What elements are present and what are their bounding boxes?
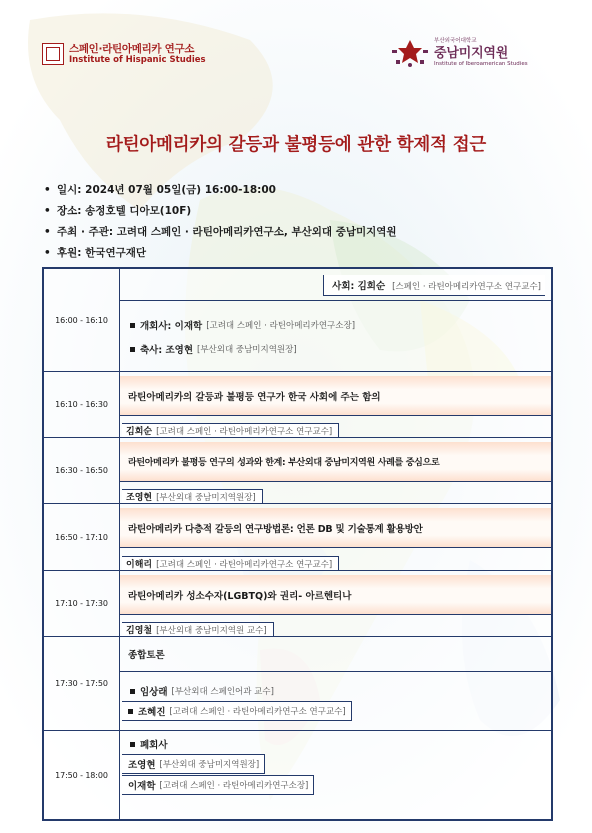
program-row-talk-1 <box>44 372 551 438</box>
program-row-talk-2 <box>44 438 551 504</box>
congratulatory-remarks: 축사: 조영현 [부산외대 중남미지역원장] <box>130 342 297 356</box>
bullet-square-icon <box>130 742 135 747</box>
presenter: 이해리 [고려대 스페인 · 라틴아메리카연구소 연구교수] <box>122 556 339 570</box>
talk-topic: 라틴아메리카 불평등 연구의 성과와 한계: 부산외대 중남미지역원 사례를 중심으로 <box>120 442 551 482</box>
event-info-list <box>44 180 397 264</box>
iberoamerican-mark-icon <box>390 38 430 68</box>
time-slot: 16:30 - 16:50 <box>44 438 120 503</box>
talk-topic: 라틴아메리카 다층적 갈등의 연구방법론: 언론 DB 및 기술통계 활용방안 <box>120 508 551 548</box>
discussant-1: 임상래 [부산외대 스페인어과 교수] <box>130 684 274 698</box>
program-row-closing <box>44 731 551 819</box>
program-row-talk-3 <box>44 504 551 571</box>
iberoamerican-institute-logo <box>390 38 528 68</box>
right-logo-english: Institute of Iberoamerican Studies <box>434 60 528 67</box>
program-table <box>42 267 553 821</box>
bullet-square-icon <box>128 709 133 714</box>
info-host: • 주최 · 주관: 고려대 스페인 · 라틴아메리카연구소, 부산외대 중남미지역원 <box>44 222 397 243</box>
bullet-square-icon <box>130 689 135 694</box>
institute-emblem-icon <box>42 43 64 65</box>
page-title: 라틴아메리카의 갈등과 불평등에 관한 학제적 접근 <box>105 135 487 155</box>
time-slot: 16:00 - 16:10 <box>44 269 120 371</box>
closing-speaker-1: 조영현 [부산외대 중남미지역원장] <box>122 754 265 774</box>
bullet-square-icon <box>130 323 135 328</box>
institute-hispanic-logo <box>42 41 206 67</box>
presenter: 조영현 [부산외대 중남미지역원장] <box>122 489 263 503</box>
program-row-discussion <box>44 637 551 731</box>
info-date: • 일시: 2024년 07월 05일(금) 16:00-18:00 <box>44 180 397 201</box>
left-logo-korean: 스페인·라틴아메리카 연구소 <box>69 42 195 55</box>
time-slot: 16:10 - 16:30 <box>44 372 120 437</box>
talk-topic: 라틴아메리카 성소수자(LGBTQ)와 권리- 아르헨티나 <box>120 575 551 615</box>
closing-heading: 폐회사 <box>130 737 172 751</box>
discussant-2: 조혜진 [고려대 스페인 · 라틴아메리카연구소 연구교수] <box>122 701 352 721</box>
presenter: 김희순 [고려대 스페인 · 라틴아메리카연구소 연구교수] <box>122 423 339 437</box>
right-logo-university: 부산외국어대학교 <box>434 38 477 44</box>
left-logo-english: Institute of Hispanic Studies <box>69 55 206 65</box>
talk-topic: 라틴아메리카의 갈등과 불평등 연구가 한국 사회에 주는 함의 <box>120 376 551 416</box>
time-slot: 16:50 - 17:10 <box>44 504 120 570</box>
time-slot: 17:50 - 18:00 <box>44 731 120 819</box>
closing-speaker-2: 이재학 [고려대 스페인 · 라틴아메리카연구소장] <box>122 775 314 795</box>
bullet-square-icon <box>130 347 135 352</box>
session-chair: 사회: 김희순 [스페인 · 라틴아메리카연구소 연구교수] <box>323 275 545 296</box>
discussion-heading: 종합토론 <box>128 650 165 661</box>
time-slot: 17:10 - 17:30 <box>44 571 120 636</box>
opening-remarks: 개회사: 이재학 [고려대 스페인 · 라틴아메리카연구소장] <box>130 318 355 332</box>
program-row-talk-4 <box>44 571 551 637</box>
info-venue: • 장소: 송정호텔 디아모(10F) <box>44 201 397 222</box>
time-slot: 17:30 - 17:50 <box>44 637 120 730</box>
program-row-opening <box>44 269 551 372</box>
info-sponsor: • 후원: 한국연구재단 <box>44 243 397 264</box>
presenter: 김영철 [부산외대 중남미지역원 교수] <box>122 622 274 636</box>
right-logo-korean: 중남미지역원 <box>434 45 509 61</box>
